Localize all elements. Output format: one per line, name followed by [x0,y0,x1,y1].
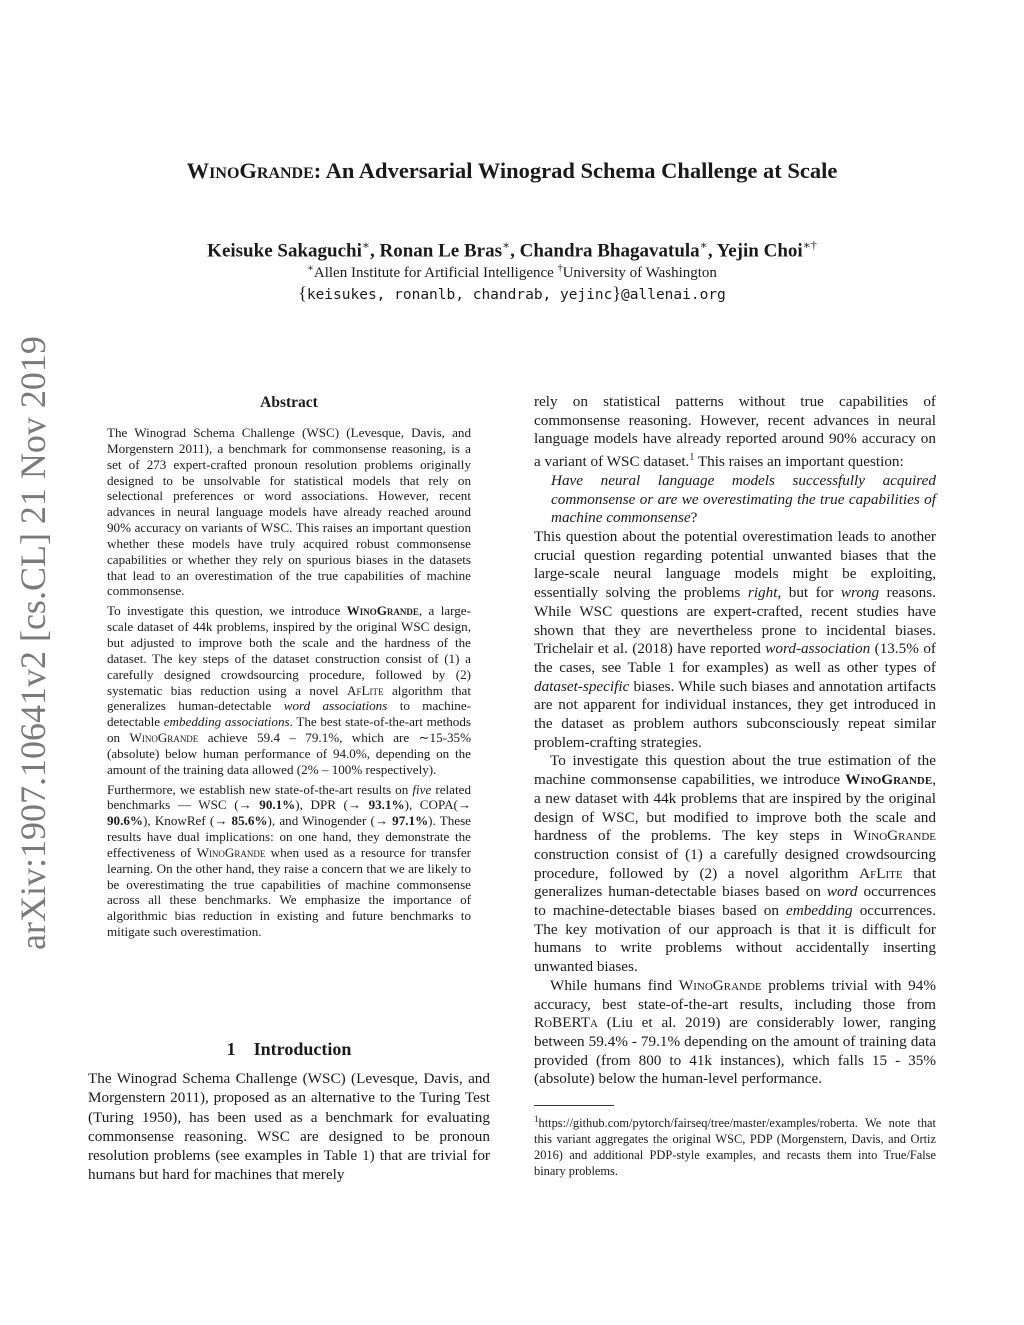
email-users: keisukes, ronanlb, chandrab, yejinc [306,287,613,303]
abstract-paragraph: The Winograd Schema Challenge (WSC) (Levesque, Davis, and Morgenstern 2011), a benchmark for commonsense reasoning, is a set of 273 expert-crafted pronoun resolution problems originally designed to be unsolvable for statistical models that rely on selectional preferences or word associations. However, recent advances in neural language models have already reached around 90% accuracy on variants of WSC. This raises an important question whether these models have truly acquired robust commonsense capabilities or whether they rely on spurious biases in the datasets that lead to an overestimation of the true capabilities of machine commonsense. [107,425,471,599]
body-paragraph: This question about the potential overestimation leads to another crucial question regarding potential unwanted biases that the large-scale neural language models might be exploiting, essentially solving the problems right, but for wrong reasons. While WSC questions are expert-crafted, recent studies have shown that they are nevertheless prone to incidental biases. Trichelair et al. (2018) have reported word-association (13.5% of the cases, see Table 1 for examples) as well as other types of dataset-specific biases. While such biases and annotation artifacts are not apparent for individual instances, they get introduced in the dataset as problem authors subconsciously repeat similar problem-crafting strategies. [534,527,936,751]
affiliations [0,263,1024,282]
section-number: 1 [226,1039,236,1059]
abstract-paragraph: To investigate this question, we introduce WinoGrande, a large-scale dataset of 44k problems, inspired by the original WSC design, but adjusted to improve both the scale and the hardness of the dataset. The key steps of the dataset construction consist of (1) a carefully designed crowdsourcing procedure, followed by (2) systematic bias reduction using a novel AfLite algorithm that generalizes human-detectable word associations to machine-detectable embedding associations. The best state-of-the-art methods on WinoGrande achieve 59.4 – 79.1%, which are ∼15-35% (absolute) below human performance of 94.0%, depending on the amount of the training data allowed (2% – 100% respectively). [107,603,472,777]
intro-paragraph: The Winograd Schema Challenge (WSC) (Levesque, Davis, and Morgenstern 2011), proposed as an alternative to the Turing Test (Turing 1950), has been used as a benchmark for evaluating commonsense reasoning. WSC are designed to be pronoun resolution problems (see examples in Table 1) that are trivial for humans but hard for machines that merely [88,1070,490,1184]
author-mark: ∗† [802,238,817,252]
footnote-mark: 1 [534,1114,539,1124]
body-paragraph: To investigate this question about the true estimation of the machine commonsense capabilities, we introduce WinoGrande, a new dataset with 44k problems that are inspired by the original design of WSC, but modified to improve both the scale and hardness of the problems. The key steps in WinoGrande construction consist of (1) a carefully designed crowdsourcing procedure, followed by (2) a novel algorithm AfLite that generalizes human-detectable biases based on word occurrences to machine-detectable biases based on embedding occurrences. The key motivation of our approach is that it is difficult for humans to write problems without accidentally inserting unwanted biases. [534,752,936,976]
affil-mark: ∗ [307,263,314,274]
body-paragraph: While humans find WinoGrande problems trivial with 94% accuracy, best state-of-the-art results, including those from RoBERTa (Liu et al. 2019) are considerably lower, ranging between 59.4% - 79.1% depending on the amount of training data provided (from 800 to 41k instances), which falls 15 - 35% (absolute) below the human-level performance. [534,976,936,1088]
result-wsc: 90.1% [259,797,296,813]
section-heading-introduction [88,1039,490,1060]
author-name: Ronan Le Bras [379,240,502,262]
author-emails [0,283,1024,304]
body-paragraph: rely on statistical patterns without true capabilities of commonsense reasoning. However, recent advances in neural language models have already reported around 90% accuracy on a variant of WSC dataset.$^1$ This raises an important question: [534,393,936,471]
author-name: Yejin Choi [716,240,803,262]
author-mark: ∗ [501,238,511,252]
author-name: Chandra Bhagavatula [519,240,700,262]
author-list: Keisuke Sakaguchi∗, Ronan Le Bras∗, Chandra Bhagavatula∗, Yejin Choi∗† [207,238,817,262]
footnote-text: https://github.com/pytorch/fairseq/tree/master/examples/roberta. We note that this variant aggregates the original WSC, PDP (Morgenstern, Davis, and Ortiz 2016) and additional PDP-style examples, and recasts them into True/False binary problems. [534,1116,936,1178]
abstract-paragraph: Furthermore, we establish new state-of-the-art results on five related benchmarks — WSC (→ 90.1%), DPR (→ 93.1%), COPA(→ 90.6%), KnowRef (→ 85.6%), and Winogender (→ 97.1%). These results have dual implications: on one hand, they demonstrate the effectiveness of WinoGrande when used as a resource for transfer learning. On the other hand, they raise a concern that we are likely to be overestimating the true capabilities of machine commonsense across all these benchmarks. We emphasize the importance of algorithmic bias reduction in existing and future benchmarks to mitigate such overestimation. [107,781,472,940]
footnote [534,1112,936,1180]
arxiv-stamp: arXiv:1907.10641v2 [cs.CL] 21 Nov 2019 [13,336,53,950]
title-winogrande: WinoGrande [186,158,314,183]
affil-uw: University of Washington [562,265,717,281]
author-mark: ∗ [361,238,371,252]
author-name: Keisuke Sakaguchi [207,240,362,262]
footnote-rule [534,1105,614,1106]
footnote-ref: 1 [689,452,695,464]
result-knowref: 85.6% [231,813,268,829]
affil-allen: Allen Institute for Artificial Intelligence [313,265,554,281]
research-question: Have neural language models successfully acquired commonsense or are we overestimating the true capabilities of machine commonsense? [551,471,936,527]
result-copa: 90.6% [107,813,144,829]
result-dpr: 93.1% [368,797,405,813]
section-title: Introduction [253,1039,352,1059]
abstract-heading: Abstract [260,394,318,411]
intro-continued [534,393,936,1089]
abstract-body [107,425,471,944]
email-domain: @allenai.org [621,287,726,303]
brace-close: } [612,283,622,303]
brace-open: { [298,283,307,303]
paper-title [0,158,1024,184]
title-rest: : An Adversarial Winograd Schema Challenge at Scale [313,158,838,183]
result-winogender: 97.1% [392,813,429,829]
author-mark: ∗ [699,238,708,252]
affil-mark: † [557,263,563,274]
